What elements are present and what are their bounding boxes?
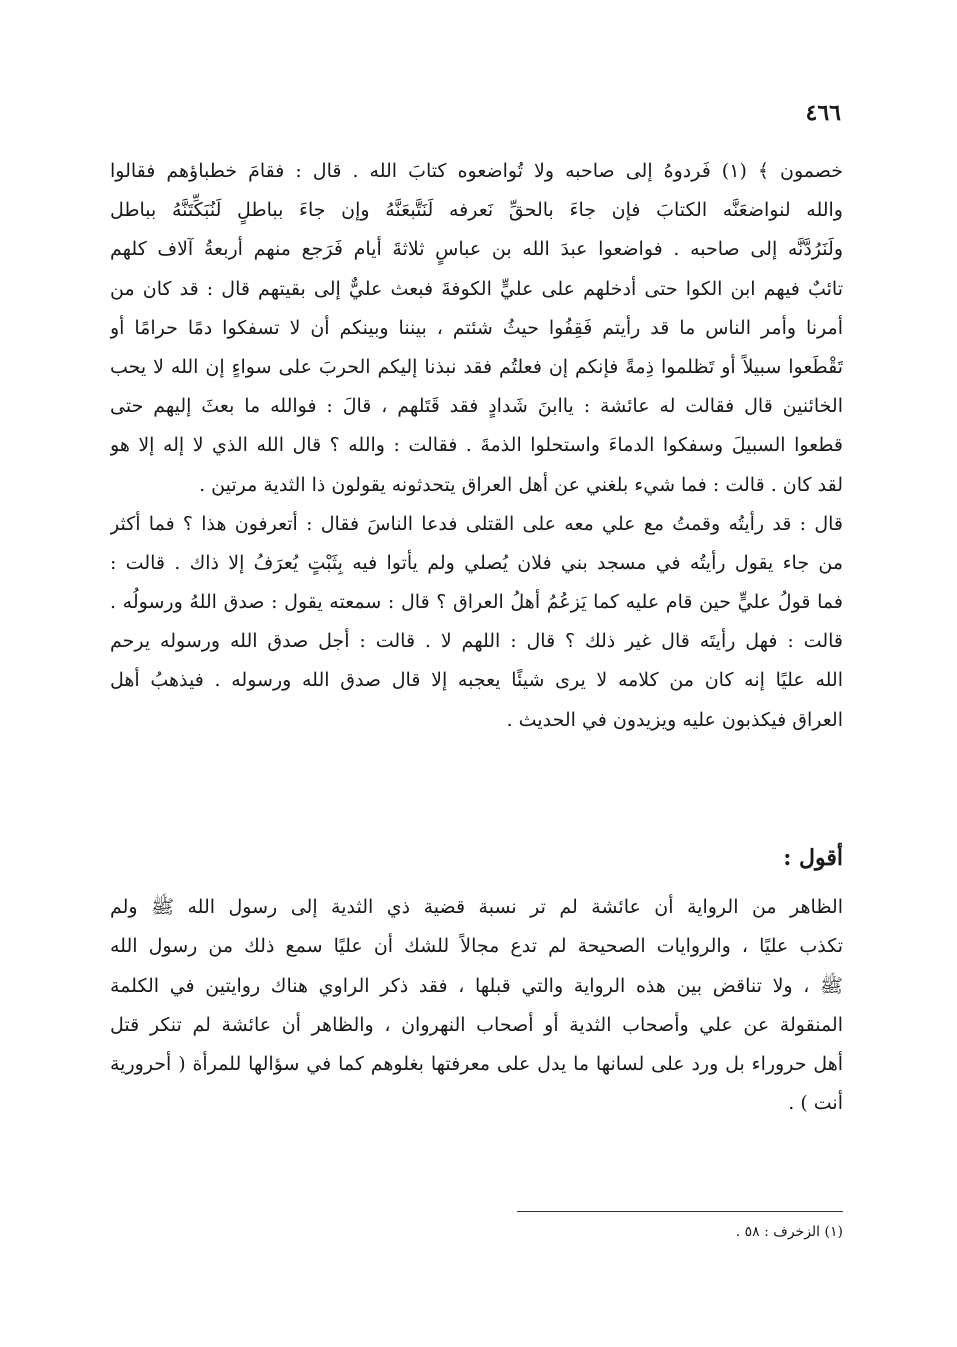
text-line: قالت : فهل رأيتَه قال غير ذلك ؟ قال : اللهم لا . قالت : أجل صدق الله ورسوله يرحم xyxy=(110,630,843,653)
text-line: ﷺ ، ولا تناقض بين هذه الرواية والتي قبلها ، فقد ذكر الراوي هناك روايتين في الكلمة xyxy=(110,974,843,997)
page-number: ٤٦٦ xyxy=(805,100,841,126)
text-line: أنت ) . xyxy=(788,1092,843,1115)
text-line: قال : قد رأيتُه وقمتُ مع علي معه على القتلى فدعا الناسَ فقال : أتعرفون هذا ؟ فما أكثر xyxy=(110,512,843,535)
footnote-divider xyxy=(517,1211,843,1212)
text-line: من جاء يقول رأيتُه في مسجد بني فلان يُصلي ولم يأتوا فيه بِثَبْتٍ يُعرَفُ إلا ذاك . قالت : xyxy=(110,551,843,574)
text-line: والله لنواضعَنَّه الكتابَ فإن جاءَ بالحقِّ نَعرفه لَنَتَّبعَنَّهُ وإن جاءَ بباطلٍ لَنُبَكِّتَنَّهُ بباطل xyxy=(110,199,843,222)
text-line: ولَنَرُدَّنَّه إلى صاحبه . فواضعوا عبدَ الله بن عباسٍ ثلاثةَ أيام فَرَجع منهم أربعةُ آلاف كلهم xyxy=(110,238,843,261)
commentary-text xyxy=(110,888,843,1124)
text-line: خصمون ﴾ (١) فَردوهُ إلى صاحبه ولا تُواضعوه كتابَ الله . قال : فقامَ خطباؤهم فقالوا xyxy=(110,160,843,182)
text-line: فما قولُ عليٍّ حين قام عليه كما يَزعُمُ أهلُ العراق ؟ قال : سمعته يقول : صدق اللهُ ورسولُه . xyxy=(110,591,843,614)
text-line: تَقْطَعوا سبيلاً أو تَظلموا ذِمةً فإنكم إن فعلتُم فقد نبذنا إليكم الحربَ على سواءٍ إن الله لا يحب xyxy=(110,355,843,378)
text-line: الخائنين قال فقالت له عائشة : ياابنَ شَدادٍ فقد قَتَلهم ، قالَ : فوالله ما بعثَ إليهم حتى xyxy=(110,395,843,418)
main-text xyxy=(110,152,843,740)
footnote: (١) الزخرف : ٥٨ . xyxy=(735,1224,843,1240)
text-line: المنقولة عن علي وأصحاب الثدية أو أصحاب النهروان ، والظاهر أن عائشة لم تنكر قتل xyxy=(110,1013,843,1036)
text-line: تائبٌ فيهم ابن الكوا حتى أدخلهم على عليٍّ الكوفةَ فبعث عليٌّ إلى بقيتهم قال : قد كان من xyxy=(110,277,843,300)
text-line: أهل حروراء بل ورد على لسانها ما يدل على معرفتها بغلوهم كما في سؤالها للمرأة ( أحرورية xyxy=(110,1053,843,1076)
text-line: تكذب عليًا ، والروايات الصحيحة لم تدع مجالاً للشك أن عليًا سمع ذلك من رسول الله xyxy=(110,935,843,958)
text-line: العراق فيكذبون عليه ويزيدون في الحديث . xyxy=(506,708,843,731)
text-line: الظاهر من الرواية أن عائشة لم تر نسبة قضية ذي الثدية إلى رسول الله ﷺ ولم xyxy=(110,896,843,918)
text-line: قطعوا السبيلَ وسفكوا الدماءَ واستحلوا الذمةَ . فقالت : والله ؟ قال الله الذي لا إله إلا هو xyxy=(110,434,843,457)
text-line: لقد كان . قالت : فما شيء بلغني عن أهل العراق يتحدثونه يقولون ذا الثدية مرتين . xyxy=(199,473,843,496)
text-line: أمرنا وأمر الناس ما قد رأيتم فَقِفُوا حيثُ شئتم ، بيننا وبينكم أن لا تسفكوا دمًا حرامًا أو xyxy=(110,316,843,339)
section-heading: أقول : xyxy=(783,845,843,871)
text-line: الله عليًا إنه كان من كلامه لا يرى شيئًا يعجبه إلا قال صدق الله ورسوله . فيذهبُ أهل xyxy=(110,669,843,692)
